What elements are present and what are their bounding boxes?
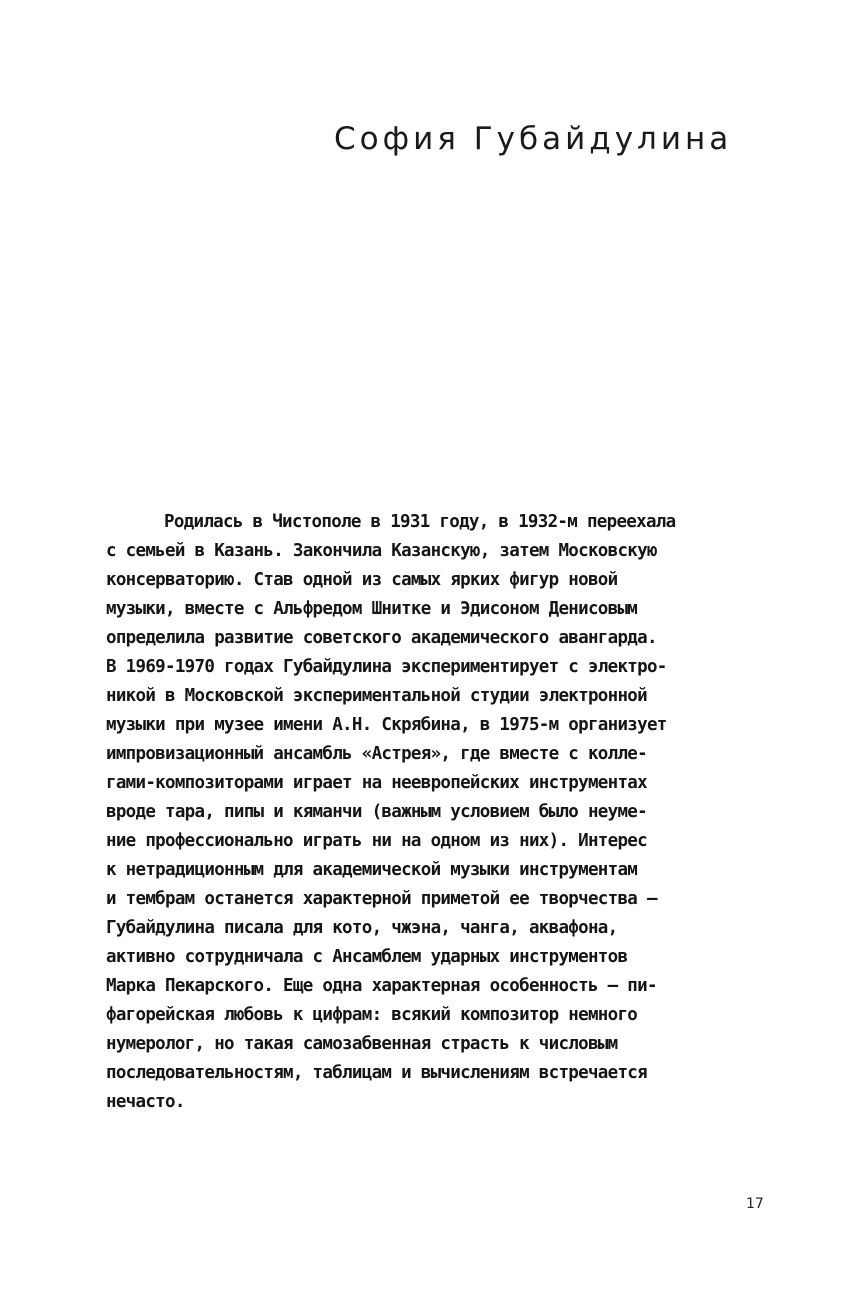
paragraph-line: музыки при музее имени А.Н. Скрябина, в 1975-м организует bbox=[106, 715, 667, 735]
paragraph-line: Марка Пекарского. Еще одна характерная особенность — пи- bbox=[106, 976, 657, 996]
paragraph-line: к нетрадиционным для академической музыки инструментам bbox=[106, 860, 638, 880]
paragraph-line: консерваторию. Став одной из самых ярких фигур новой bbox=[106, 570, 618, 590]
paragraph-line: музыки, вместе с Альфредом Шнитке и Эдисоном Денисовым bbox=[106, 599, 638, 619]
paragraph-line: гами-композиторами играет на неевропейских инструментах bbox=[106, 773, 647, 793]
paragraph-line: Родилась в Чистополе в 1931 году, в 1932-м переехала bbox=[164, 512, 676, 532]
paragraph-line: последовательностям, таблицам и вычислениям встречается bbox=[106, 1063, 647, 1083]
paragraph-line: вроде тара, пипы и кяманчи (важным условием было неуме- bbox=[106, 802, 647, 822]
page-title: София Губайдулина bbox=[334, 121, 733, 157]
paragraph-line: с семьей в Казань. Закончила Казанскую, затем Московскую bbox=[106, 541, 657, 561]
page-number: 17 bbox=[746, 1196, 764, 1212]
paragraph-line: импровизационный ансамбль «Астрея», где вместе с колле- bbox=[106, 744, 647, 764]
paragraph-line: фагорейская любовь к цифрам: всякий композитор немного bbox=[106, 1005, 638, 1025]
paragraph-line: ние профессионально играть ни на одном из них). Интерес bbox=[106, 831, 647, 851]
paragraph-line: Губайдулина писала для кото, чжэна, чанга, аквафона, bbox=[106, 918, 618, 938]
paragraph-line: определила развитие советского академического авангарда. bbox=[106, 628, 657, 648]
paragraph-line: нумеролог, но такая самозабвенная страсть к числовым bbox=[106, 1034, 618, 1054]
paragraph-line: и тембрам останется характерной приметой ее творчества — bbox=[106, 889, 657, 909]
paragraph-line: активно сотрудничала с Ансамблем ударных инструментов bbox=[106, 947, 628, 967]
body-paragraph bbox=[106, 508, 746, 1117]
paragraph-line: В 1969-1970 годах Губайдулина экспериментирует с электро- bbox=[106, 657, 667, 677]
paragraph-line: нечасто. bbox=[106, 1092, 185, 1112]
paragraph-line: никой в Московской экспериментальной студии электронной bbox=[106, 686, 647, 706]
